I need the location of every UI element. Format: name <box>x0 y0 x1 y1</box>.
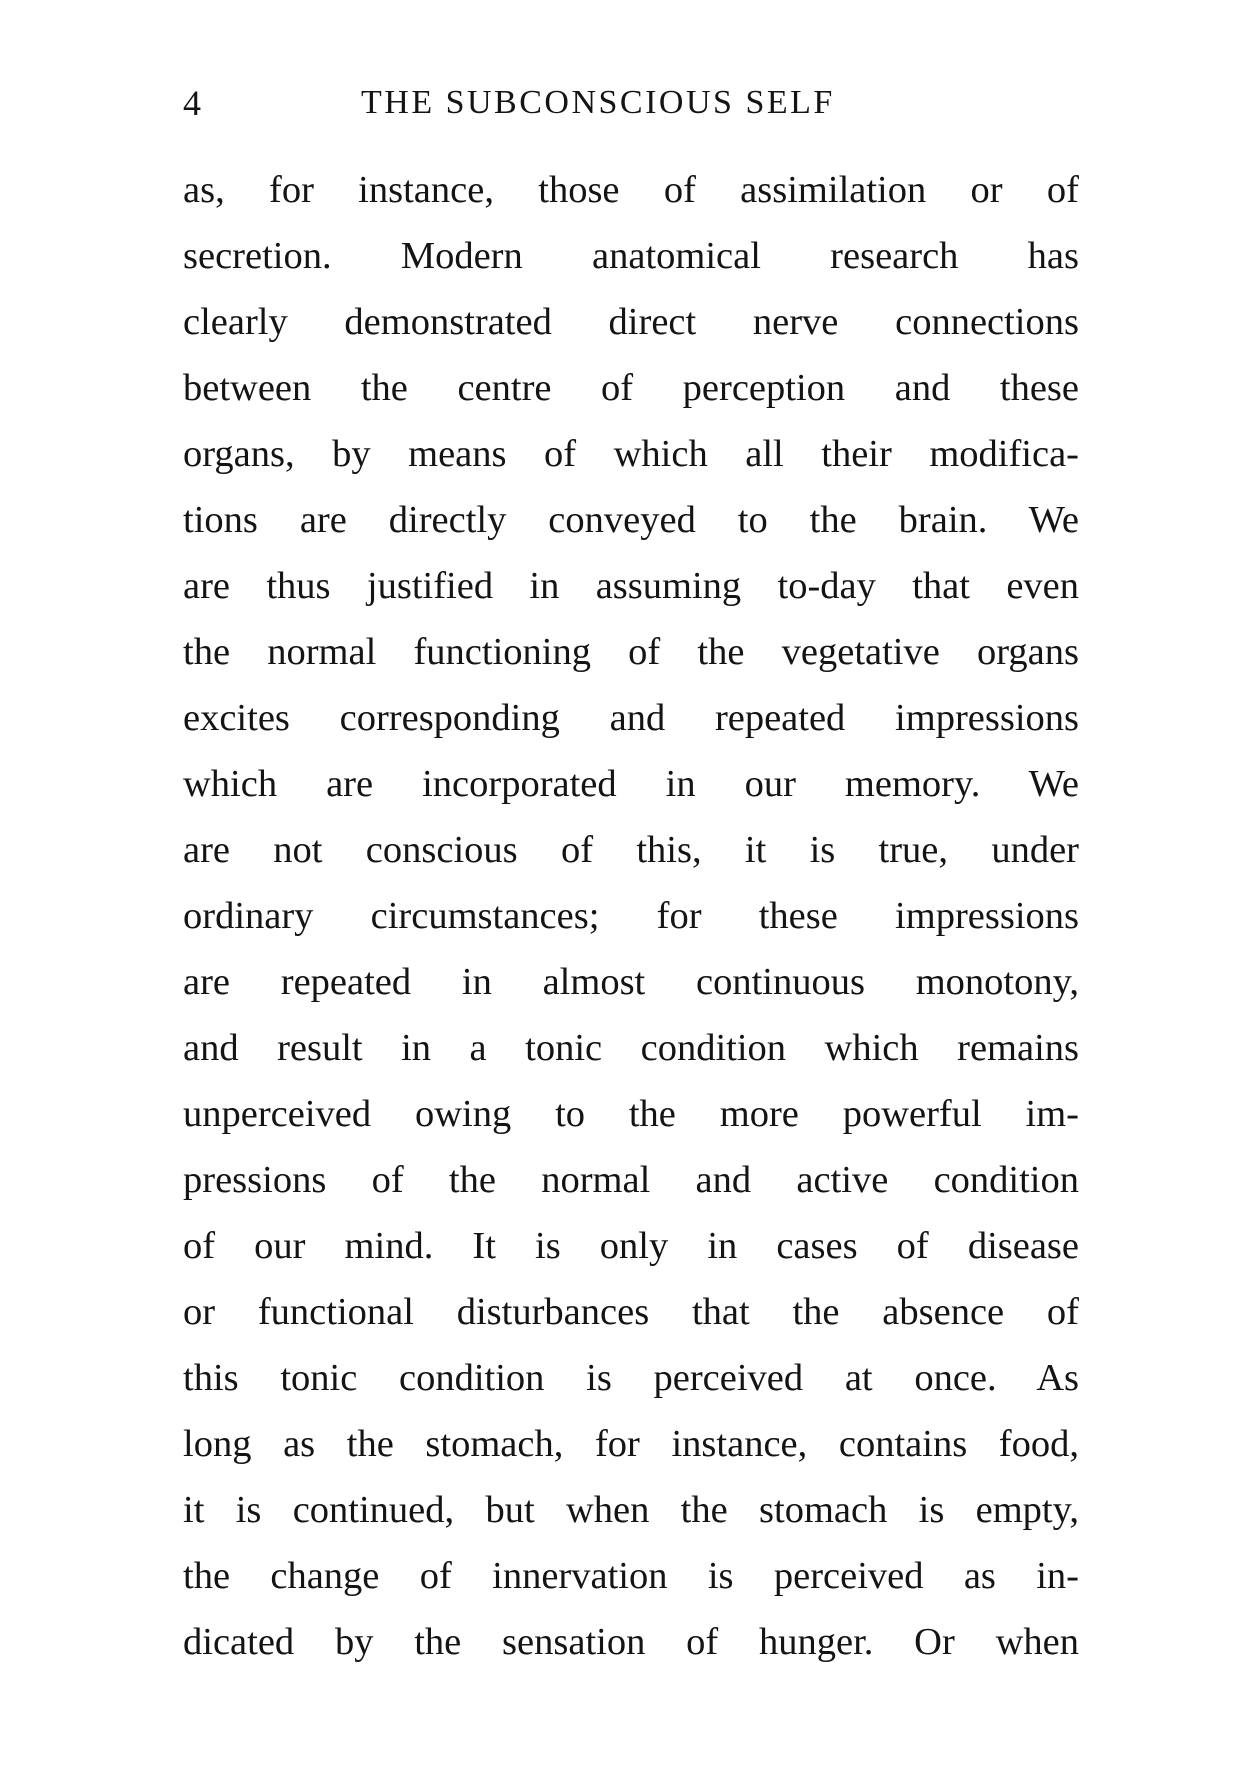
text-line: this tonic condition is perceived at once. As <box>183 1357 1079 1399</box>
text-line: long as the stomach, for instance, contains food, <box>183 1423 1079 1465</box>
text-line: ordinary circumstances; for these impressions <box>183 895 1079 937</box>
text-line: or functional disturbances that the absence of <box>183 1291 1079 1333</box>
text-line: are repeated in almost continuous monotony, <box>183 961 1079 1003</box>
text-line: dicated by the sensation of hunger. Or when <box>183 1621 1079 1663</box>
text-line: pressions of the normal and active condition <box>183 1159 1079 1201</box>
page-number: 4 <box>183 83 201 123</box>
text-line: as, for instance, those of assimilation or of <box>183 169 1079 211</box>
text-line: which are incorporated in our memory. We <box>183 763 1079 805</box>
text-line: the normal functioning of the vegetative organs <box>183 631 1079 673</box>
text-line: between the centre of perception and these <box>183 367 1079 409</box>
running-head <box>183 78 1079 128</box>
body-text <box>183 157 1079 1675</box>
text-line: secretion. Modern anatomical research has <box>183 235 1079 277</box>
text-line: and result in a tonic condition which remains <box>183 1027 1079 1069</box>
text-line: organs, by means of which all their modifica- <box>183 433 1079 475</box>
text-line: unperceived owing to the more powerful im- <box>183 1093 1079 1135</box>
text-line: excites corresponding and repeated impressions <box>183 697 1079 739</box>
text-line: clearly demonstrated direct nerve connections <box>183 301 1079 343</box>
text-line: are not conscious of this, it is true, under <box>183 829 1079 871</box>
text-line: tions are directly conveyed to the brain. We <box>183 499 1079 541</box>
text-line: the change of innervation is perceived as in- <box>183 1555 1079 1597</box>
text-line: it is continued, but when the stomach is empty, <box>183 1489 1079 1531</box>
running-title: THE SUBCONSCIOUS SELF <box>361 84 835 121</box>
text-line: are thus justified in assuming to-day that even <box>183 565 1079 607</box>
text-line: of our mind. It is only in cases of disease <box>183 1225 1079 1267</box>
